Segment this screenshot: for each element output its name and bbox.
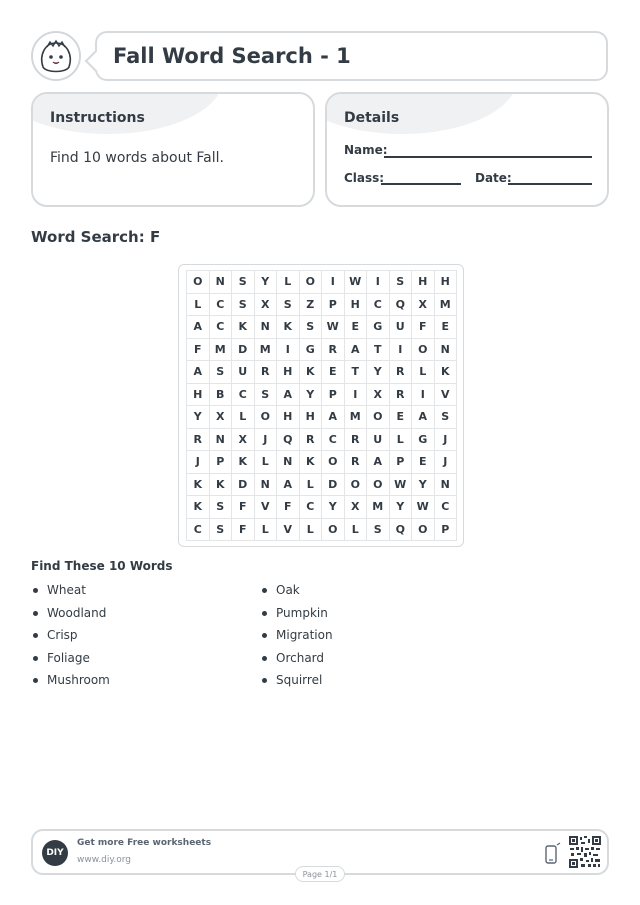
grid-cell[interactable]: A (187, 361, 210, 384)
grid-cell[interactable]: R (345, 451, 368, 474)
grid-cell[interactable]: Y (390, 496, 413, 519)
grid-cell[interactable]: T (345, 361, 368, 384)
grid-cell[interactable]: P (435, 519, 458, 542)
grid-cell[interactable]: C (367, 294, 390, 317)
grid-cell[interactable]: S (232, 294, 255, 317)
grid-cell[interactable]: A (345, 339, 368, 362)
class-field[interactable] (381, 183, 461, 185)
grid-cell[interactable]: D (232, 339, 255, 362)
grid-cell[interactable]: P (322, 294, 345, 317)
grid-cell[interactable]: Q (277, 429, 300, 452)
grid-cell[interactable]: E (345, 316, 368, 339)
grid-cell[interactable]: F (187, 339, 210, 362)
grid-cell[interactable]: R (187, 429, 210, 452)
grid-cell[interactable]: H (412, 271, 435, 294)
grid-cell[interactable]: O (412, 339, 435, 362)
word-list-item: Crisp (31, 627, 110, 650)
grid-cell[interactable]: L (232, 406, 255, 429)
grid-cell[interactable]: R (300, 429, 323, 452)
grid-cell[interactable]: R (390, 384, 413, 407)
grid-cell[interactable]: W (345, 271, 368, 294)
grid-cell[interactable]: I (345, 384, 368, 407)
grid-cell[interactable]: S (210, 361, 233, 384)
grid-cell[interactable]: I (277, 339, 300, 362)
grid-cell[interactable]: D (232, 474, 255, 497)
grid-cell[interactable]: X (255, 294, 278, 317)
grid-cell[interactable]: O (255, 406, 278, 429)
grid-cell[interactable]: I (367, 271, 390, 294)
grid-cell[interactable]: K (435, 361, 458, 384)
instructions-card (31, 92, 315, 207)
word-list-item: Orchard (260, 650, 333, 673)
grid-cell[interactable]: A (412, 406, 435, 429)
grid-cell[interactable]: O (412, 519, 435, 542)
grid-cell[interactable]: Z (300, 294, 323, 317)
grid-cell[interactable]: V (435, 384, 458, 407)
grid-cell[interactable]: O (322, 519, 345, 542)
grid-cell[interactable]: X (345, 496, 368, 519)
grid-cell[interactable]: S (300, 316, 323, 339)
grid-cell[interactable]: W (412, 496, 435, 519)
grid-cell[interactable]: N (277, 451, 300, 474)
grid-cell[interactable]: L (255, 519, 278, 542)
grid-cell[interactable]: W (390, 474, 413, 497)
word-list-column-2 (260, 582, 333, 695)
qr-code-icon (569, 836, 601, 868)
grid-cell[interactable]: L (300, 474, 323, 497)
grid-cell[interactable]: L (345, 519, 368, 542)
grid-cell[interactable]: K (277, 316, 300, 339)
grid-cell[interactable]: H (435, 271, 458, 294)
grid-cell[interactable]: S (210, 519, 233, 542)
grid-cell[interactable]: A (367, 451, 390, 474)
grid-cell[interactable]: F (232, 496, 255, 519)
grid-cell[interactable]: V (255, 496, 278, 519)
word-list-item: Woodland (31, 605, 110, 628)
grid-cell[interactable]: E (390, 406, 413, 429)
page-number: Page 1/1 (295, 866, 345, 882)
grid-cell[interactable]: A (277, 474, 300, 497)
grid-cell[interactable]: X (232, 429, 255, 452)
grid-cell[interactable]: P (210, 451, 233, 474)
mascot-avatar (31, 31, 81, 81)
grid-cell[interactable]: X (210, 406, 233, 429)
grid-cell[interactable]: I (390, 339, 413, 362)
phone-icon (543, 842, 561, 866)
grid-cell[interactable]: F (277, 496, 300, 519)
grid-cell[interactable]: F (412, 316, 435, 339)
grid-cell[interactable]: K (232, 451, 255, 474)
grid-cell[interactable]: R (345, 429, 368, 452)
grid-cell[interactable]: H (345, 294, 368, 317)
grid-cell[interactable]: E (322, 361, 345, 384)
grid-cell[interactable]: O (345, 474, 368, 497)
date-field[interactable] (508, 183, 592, 185)
puzzle-title: Word Search: F (31, 228, 161, 246)
grid-cell[interactable]: C (187, 519, 210, 542)
grid-cell[interactable]: M (255, 339, 278, 362)
word-search-grid (186, 270, 457, 541)
grid-cell[interactable]: U (232, 361, 255, 384)
grid-cell[interactable]: H (277, 361, 300, 384)
grid-cell[interactable]: K (300, 361, 323, 384)
date-label: Date: (475, 171, 512, 185)
grid-cell[interactable]: H (187, 384, 210, 407)
grid-cell[interactable]: Q (390, 519, 413, 542)
grid-cell[interactable]: Y (255, 271, 278, 294)
grid-cell[interactable]: N (255, 316, 278, 339)
word-search-frame (178, 264, 464, 547)
grid-cell[interactable]: L (412, 361, 435, 384)
word-list-item: Squirrel (260, 672, 333, 695)
grid-cell[interactable]: E (412, 451, 435, 474)
grid-cell[interactable]: C (435, 496, 458, 519)
grid-cell[interactable]: P (322, 384, 345, 407)
page-title: Fall Word Search - 1 (113, 44, 351, 68)
grid-cell[interactable]: L (300, 519, 323, 542)
grid-cell[interactable]: E (435, 316, 458, 339)
grid-cell[interactable]: H (277, 406, 300, 429)
word-list-item: Pumpkin (260, 605, 333, 628)
grid-cell[interactable]: J (255, 429, 278, 452)
grid-cell[interactable]: N (255, 474, 278, 497)
grid-cell[interactable]: R (390, 361, 413, 384)
grid-cell[interactable]: S (435, 406, 458, 429)
word-list-item: Migration (260, 627, 333, 650)
grid-cell[interactable]: C (300, 496, 323, 519)
grid-cell[interactable]: P (390, 451, 413, 474)
word-list-item: Foliage (31, 650, 110, 673)
grid-cell[interactable]: Y (300, 384, 323, 407)
grid-cell[interactable]: C (232, 384, 255, 407)
grid-cell[interactable]: U (390, 316, 413, 339)
grid-cell[interactable]: M (367, 496, 390, 519)
grid-cell[interactable]: S (390, 271, 413, 294)
grid-cell[interactable]: O (367, 474, 390, 497)
name-field[interactable] (384, 156, 592, 158)
word-list-column-1 (31, 582, 110, 695)
grid-cell[interactable]: F (232, 519, 255, 542)
grid-cell[interactable]: N (435, 474, 458, 497)
grid-cell[interactable]: M (345, 406, 368, 429)
grid-cell[interactable]: Y (367, 361, 390, 384)
instructions-text: Find 10 words about Fall. (50, 150, 224, 166)
grid-cell[interactable]: X (412, 294, 435, 317)
word-list-item: Oak (260, 582, 333, 605)
grid-cell[interactable]: W (322, 316, 345, 339)
grid-cell[interactable]: K (232, 316, 255, 339)
face-icon (33, 33, 79, 79)
grid-cell[interactable]: V (277, 519, 300, 542)
grid-cell[interactable]: O (187, 271, 210, 294)
instructions-heading: Instructions (50, 110, 145, 126)
grid-cell[interactable]: L (187, 294, 210, 317)
grid-cell[interactable]: X (367, 384, 390, 407)
grid-cell[interactable]: A (277, 384, 300, 407)
word-list-item: Wheat (31, 582, 110, 605)
grid-cell[interactable]: S (255, 384, 278, 407)
grid-cell[interactable]: J (187, 451, 210, 474)
grid-cell[interactable]: I (322, 271, 345, 294)
grid-cell[interactable]: R (255, 361, 278, 384)
diy-logo: DIY (42, 840, 68, 866)
grid-cell[interactable]: K (210, 474, 233, 497)
grid-cell[interactable]: K (300, 451, 323, 474)
grid-cell[interactable]: H (300, 406, 323, 429)
grid-cell[interactable]: A (322, 406, 345, 429)
name-label: Name: (344, 143, 388, 157)
grid-cell[interactable]: L (255, 451, 278, 474)
grid-cell[interactable]: J (435, 451, 458, 474)
grid-cell[interactable]: N (210, 429, 233, 452)
grid-cell[interactable]: L (390, 429, 413, 452)
grid-cell[interactable]: C (210, 294, 233, 317)
grid-cell[interactable]: O (300, 271, 323, 294)
grid-cell[interactable]: Y (187, 406, 210, 429)
grid-cell[interactable]: K (187, 496, 210, 519)
grid-cell[interactable]: K (187, 474, 210, 497)
grid-cell[interactable]: Q (390, 294, 413, 317)
grid-cell[interactable]: G (300, 339, 323, 362)
grid-cell[interactable]: C (322, 429, 345, 452)
grid-cell[interactable]: G (412, 429, 435, 452)
grid-cell[interactable]: S (232, 271, 255, 294)
grid-cell[interactable]: G (367, 316, 390, 339)
grid-cell[interactable]: S (210, 496, 233, 519)
grid-cell[interactable]: A (187, 316, 210, 339)
grid-cell[interactable]: S (367, 519, 390, 542)
grid-cell[interactable]: N (435, 339, 458, 362)
grid-cell[interactable]: O (322, 451, 345, 474)
grid-cell[interactable]: T (367, 339, 390, 362)
word-list-title: Find These 10 Words (31, 559, 173, 573)
footer-promo-text: Get more Free worksheets (77, 838, 212, 848)
grid-cell[interactable]: R (322, 339, 345, 362)
details-heading: Details (344, 110, 400, 126)
title-bubble (95, 31, 608, 81)
grid-cell[interactable]: N (210, 271, 233, 294)
grid-cell[interactable]: J (435, 429, 458, 452)
footer-link[interactable]: www.diy.org (77, 855, 131, 865)
grid-cell[interactable]: S (277, 294, 300, 317)
details-card (325, 92, 609, 207)
class-label: Class: (344, 171, 385, 185)
grid-cell[interactable]: Y (412, 474, 435, 497)
grid-cell[interactable]: D (322, 474, 345, 497)
grid-cell[interactable]: Y (322, 496, 345, 519)
grid-cell[interactable]: L (277, 271, 300, 294)
grid-cell[interactable]: I (412, 384, 435, 407)
grid-cell[interactable]: M (435, 294, 458, 317)
grid-cell[interactable]: C (210, 316, 233, 339)
word-list-item: Mushroom (31, 672, 110, 695)
grid-cell[interactable]: B (210, 384, 233, 407)
grid-cell[interactable]: O (367, 406, 390, 429)
grid-cell[interactable]: U (367, 429, 390, 452)
grid-cell[interactable]: M (210, 339, 233, 362)
